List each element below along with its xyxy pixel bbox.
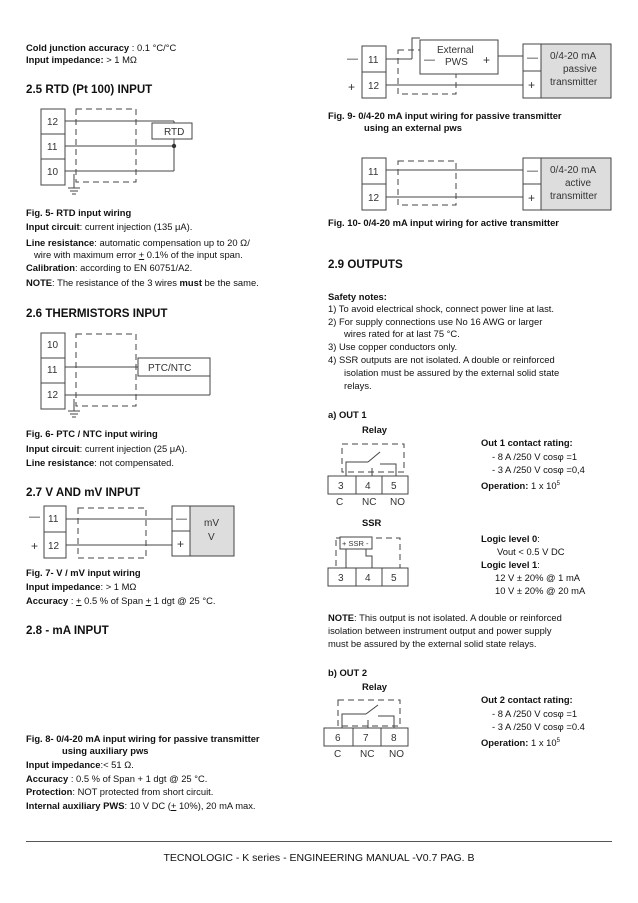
footer-rule <box>26 841 612 842</box>
fig9-caption-1: Fig. 9- 0/4-20 mA input wiring for passive transmitter <box>328 110 562 121</box>
out1-ssr-label: SSR <box>362 517 382 528</box>
svg-text:12: 12 <box>48 541 60 552</box>
input-impedance-line: Input impedance: > 1 MΩ <box>26 54 137 65</box>
out2-operation: Operation: 1 x $10^5$ <box>481 737 560 749</box>
out2-rating-2: - 3 A /250 V cosφ =0.4 <box>492 721 585 732</box>
svg-text:+: + <box>483 53 491 67</box>
out1-rating-1: - 8 A /250 V cosφ =1 <box>492 451 578 462</box>
safety-item-4-cont-1: isolation must be assured by the external solid state <box>344 367 560 378</box>
svg-text:11: 11 <box>368 55 379 66</box>
fig9-caption-2: using an external pws <box>364 122 462 133</box>
note-3-wires: NOTE: The resistance of the 3 wires must be the same. <box>26 277 259 288</box>
section-title-outputs: 2.9 OUTPUTS <box>328 258 403 271</box>
svg-text:5: 5 <box>391 573 397 584</box>
out2-rating-1: - 8 A /250 V cosφ =1 <box>492 708 578 719</box>
svg-text:4: 4 <box>365 573 371 584</box>
svg-text:+: + <box>528 191 536 205</box>
terminal-10: 10 <box>47 340 59 351</box>
svg-text:5: 5 <box>391 481 397 492</box>
safety-item-1: 1) To avoid electrical shock, connect power line at last. <box>328 303 554 314</box>
svg-text:—: — <box>527 52 538 64</box>
active-transmitter-diagram <box>338 156 614 216</box>
section-title-rtd: 2.5 RTD (Pt 100) INPUT <box>26 83 153 96</box>
logic-level-1-value-1: 12 V ± 20% @ 1 mA <box>495 572 581 583</box>
page-footer: TECNOLOGIC - K series - ENGINEERING MANUAL -V0.7 PAG. B <box>163 852 475 864</box>
svg-text:—: — <box>424 54 435 66</box>
svg-text:3: 3 <box>338 481 344 492</box>
accuracy-line: Accuracy : + 0.5 % of Span + 1 dgt @ 25 °C. <box>26 595 216 606</box>
terminal-12: 12 <box>47 390 59 401</box>
svg-text:C: C <box>336 497 344 508</box>
terminal-11: 11 <box>47 142 58 153</box>
fig7-caption: Fig. 7- V / mV input wiring <box>26 567 141 578</box>
safety-item-2-cont: wires rated for at last 75 °C. <box>344 328 460 339</box>
cold-junction-line: Cold junction accuracy : 0.1 °C/°C <box>26 42 177 53</box>
terminal-11: 11 <box>47 365 58 376</box>
note-output-isolation-2: isolation between instrument output and power supply <box>328 625 552 636</box>
out2-relay-label: Relay <box>362 681 388 692</box>
note-output-isolation: NOTE: This output is not isolated. A double or reinforced <box>328 612 562 623</box>
out1-title: a) OUT 1 <box>328 409 367 420</box>
terminal-12: 12 <box>47 117 59 128</box>
out1-relay-diagram <box>326 440 416 508</box>
svg-text:PTC/NTC: PTC/NTC <box>148 363 192 374</box>
input-impedance-line-3: Input impedance:< 51 Ω. <box>26 759 134 770</box>
svg-text:active: active <box>565 178 592 189</box>
svg-text:+: + <box>348 80 356 94</box>
svg-text:8: 8 <box>391 733 397 744</box>
svg-text:+: + <box>177 537 185 551</box>
svg-text:+: + <box>31 539 39 553</box>
thermistor-wiring-diagram <box>40 331 220 419</box>
out1-rating-2: - 3 A /250 V cosφ =0,4 <box>492 464 585 475</box>
out2-rating-title: Out 2 contact rating: <box>481 694 573 705</box>
svg-text:—: — <box>347 53 358 65</box>
svg-text:4: 4 <box>365 481 371 492</box>
protection-line: Protection: NOT protected from short circuit. <box>26 786 214 797</box>
safety-item-2: 2) For supply connections use No 16 AWG or larger <box>328 316 543 327</box>
fig8-caption-2: using auxiliary pws <box>62 745 149 756</box>
fig10-caption: Fig. 10- 0/4-20 mA input wiring for active transmitter <box>328 217 559 228</box>
terminal-10: 10 <box>47 167 59 178</box>
calibration-line: Calibration: according to EN 60751/A2. <box>26 262 193 273</box>
accuracy-line-2: Accuracy : 0.5 % of Span + 1 dgt @ 25 °C. <box>26 773 208 784</box>
svg-text:—: — <box>176 513 187 525</box>
section-title-ma: 2.8 - mA INPUT <box>26 624 109 637</box>
svg-text:3: 3 <box>338 573 344 584</box>
v-mv-wiring-diagram <box>26 504 236 566</box>
svg-text:12: 12 <box>368 81 380 92</box>
svg-text:+: + <box>528 78 536 92</box>
safety-item-4-cont-2: relays. <box>344 380 372 391</box>
out2-relay-diagram <box>322 696 416 760</box>
svg-text:transmitter: transmitter <box>550 191 598 202</box>
fig5-caption: Fig. 5- RTD input wiring <box>26 207 132 218</box>
svg-text:0/4-20 mA: 0/4-20 mA <box>550 51 597 62</box>
logic-level-0-value: Vout < 0.5 V DC <box>497 546 565 557</box>
out1-rating-title: Out 1 contact rating: <box>481 437 573 448</box>
fig8-caption-1: Fig. 8- 0/4-20 mA input wiring for passive transmitter <box>26 733 260 744</box>
aux-pws-line: Internal auxiliary PWS: 10 V DC (+ 10%), 20 mA max. <box>26 800 256 811</box>
fig6-caption: Fig. 6- PTC / NTC input wiring <box>26 428 158 439</box>
out1-operation: Operation: 1 x $10^5$ <box>481 480 560 492</box>
svg-text:NO: NO <box>389 749 404 760</box>
line-resistance-line-2: Line resistance: not compensated. <box>26 457 175 468</box>
section-title-v-mv: 2.7 V AND mV INPUT <box>26 486 141 499</box>
out2-title: b) OUT 2 <box>328 667 368 678</box>
svg-text:External: External <box>437 45 474 56</box>
safety-item-3: 3) Use copper conductors only. <box>328 341 458 352</box>
safety-item-4: 4) SSR outputs are not isolated. A double or reinforced <box>328 354 555 365</box>
svg-text:—: — <box>527 165 538 177</box>
out1-ssr-diagram <box>326 532 416 592</box>
svg-text:C: C <box>334 749 342 760</box>
svg-text:PWS: PWS <box>445 57 468 68</box>
svg-text:transmitter: transmitter <box>550 77 598 88</box>
svg-text:passive: passive <box>563 64 597 75</box>
input-circuit-line: Input circuit: current injection (135 μA). <box>26 221 193 232</box>
svg-text:NC: NC <box>360 749 375 760</box>
logic-level-0-label: Logic level 0: <box>481 533 540 544</box>
svg-text:11: 11 <box>368 167 379 178</box>
svg-text:V: V <box>208 532 215 543</box>
line-resistance-cont: wire with maximum error + 0.1% of the input span. <box>34 249 243 260</box>
svg-text:NO: NO <box>390 497 405 508</box>
mv-v-box <box>190 506 234 556</box>
svg-text:6: 6 <box>335 733 341 744</box>
svg-text:NC: NC <box>362 497 377 508</box>
svg-text:—: — <box>29 511 40 523</box>
svg-text:12: 12 <box>368 193 380 204</box>
svg-text:mV: mV <box>204 518 219 529</box>
svg-text:RTD: RTD <box>164 127 185 138</box>
section-title-thermistors: 2.6 THERMISTORS INPUT <box>26 307 168 320</box>
svg-text:7: 7 <box>363 733 369 744</box>
input-impedance-line-2: Input impedance: > 1 MΩ <box>26 581 137 592</box>
rtd-wiring-diagram <box>40 106 210 196</box>
line-resistance-line: Line resistance: automatic compensation up to 20 Ω/ <box>26 237 250 248</box>
logic-level-1-value-2: 10 V ± 20% @ 20 mA <box>495 585 586 596</box>
out1-relay-label: Relay <box>362 424 388 435</box>
svg-text:+ SSR -: + SSR - <box>342 539 369 548</box>
logic-level-1-label: Logic level 1: <box>481 559 540 570</box>
svg-text:0/4-20 mA: 0/4-20 mA <box>550 165 597 176</box>
note-output-isolation-3: must be assured by the external solid state relays. <box>328 638 537 649</box>
input-circuit-line-2: Input circuit: current injection (25 μA). <box>26 443 188 454</box>
passive-transmitter-ext-pws-diagram <box>338 36 614 106</box>
svg-text:11: 11 <box>48 514 59 525</box>
safety-notes-title: Safety notes: <box>328 291 387 302</box>
